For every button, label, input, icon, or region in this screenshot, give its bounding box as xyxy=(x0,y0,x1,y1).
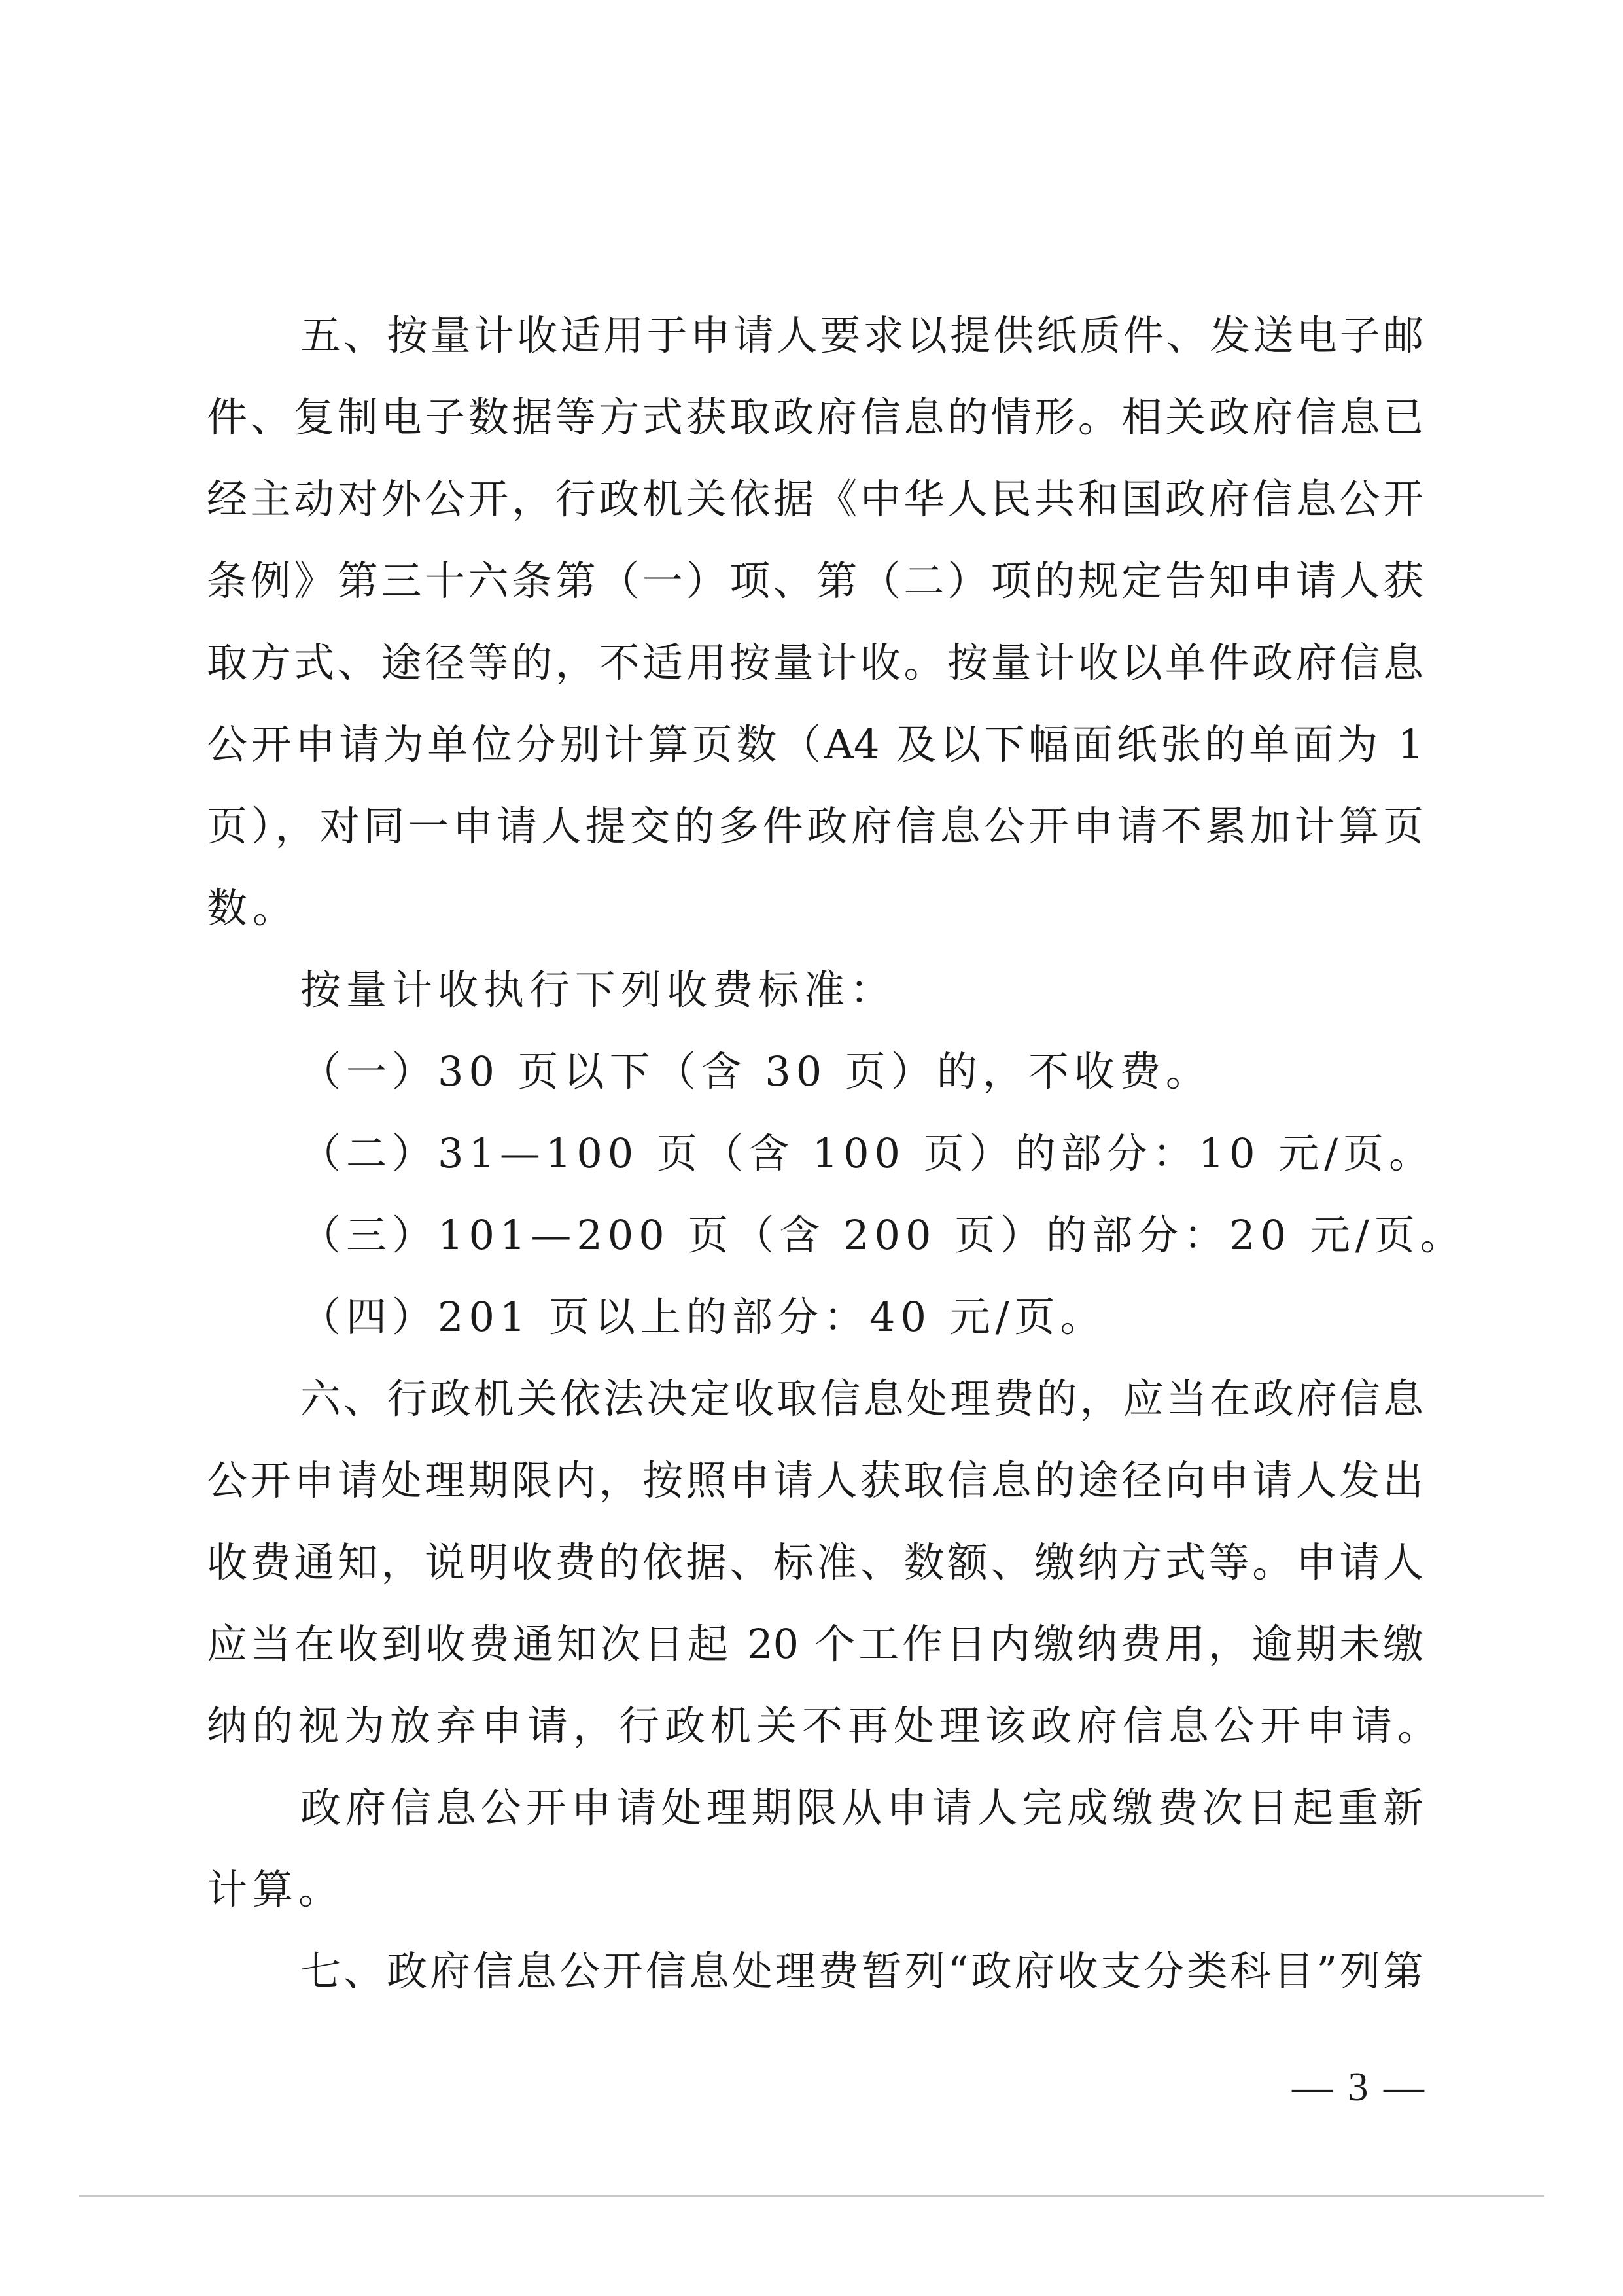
paragraph-line: 五、按量计收适用于申请人要求以提供纸质件、发送电子邮 xyxy=(300,311,1423,359)
paragraph-line: 公开申请为单位分别计算页数（A4 及以下幅面纸张的单面为 1 xyxy=(207,720,1423,768)
fee-tier-line: （二）31—100 页（含 100 页）的部分：10 元/页。 xyxy=(300,1129,1435,1177)
paragraph-line: 取方式、途径等的，不适用按量计收。按量计收以单件政府信息 xyxy=(207,639,1423,686)
paragraph-line: 经主动对外公开，行政机关依据《中华人民共和国政府信息公开 xyxy=(207,475,1423,523)
fee-tier-line: （三）101—200 页（含 200 页）的部分：20 元/页。 xyxy=(300,1211,1466,1259)
paragraph-line: 计算。 xyxy=(207,1865,345,1913)
fee-tier-line: （一）30 页以下（含 30 页）的，不收费。 xyxy=(300,1048,1212,1095)
paragraph-line: 六、行政机关依法决定收取信息处理费的，应当在政府信息 xyxy=(300,1375,1423,1422)
paragraph-line: 公开申请处理期限内，按照申请人获取信息的途径向申请人发出 xyxy=(207,1457,1423,1504)
paragraph-line: 按量计收执行下列收费标准： xyxy=(300,966,896,1014)
paragraph-line: 应当在收到收费通知次日起 20 个工作日内缴纳费用，逾期未缴 xyxy=(207,1620,1423,1668)
document-body xyxy=(207,294,1466,2012)
paragraph-line: 纳的视为放弃申请，行政机关不再处理该政府信息公开申请。 xyxy=(207,1702,1444,1750)
footer-divider xyxy=(79,2195,1544,2197)
paragraph-line: 数。 xyxy=(207,884,299,932)
paragraph-line: 件、复制电子数据等方式获取政府信息的情形。相关政府信息已 xyxy=(207,393,1423,441)
fee-tier-line: （四）201 页以上的部分：40 元/页。 xyxy=(300,1293,1106,1341)
paragraph-line: 七、政府信息公开信息处理费暂列“政府收支分类科目”列第 xyxy=(300,1947,1423,1995)
paragraph-line: 政府信息公开申请处理期限从申请人完成缴费次日起重新 xyxy=(300,1784,1423,1831)
paragraph-line: 收费通知，说明收费的依据、标准、数额、缴纳方式等。申请人 xyxy=(207,1538,1423,1586)
page-number: — 3 — xyxy=(1292,2065,1427,2110)
paragraph-line: 条例》第三十六条第（一）项、第（二）项的规定告知申请人获 xyxy=(207,557,1423,605)
paragraph-line: 页），对同一申请人提交的多件政府信息公开申请不累加计算页 xyxy=(207,802,1423,850)
